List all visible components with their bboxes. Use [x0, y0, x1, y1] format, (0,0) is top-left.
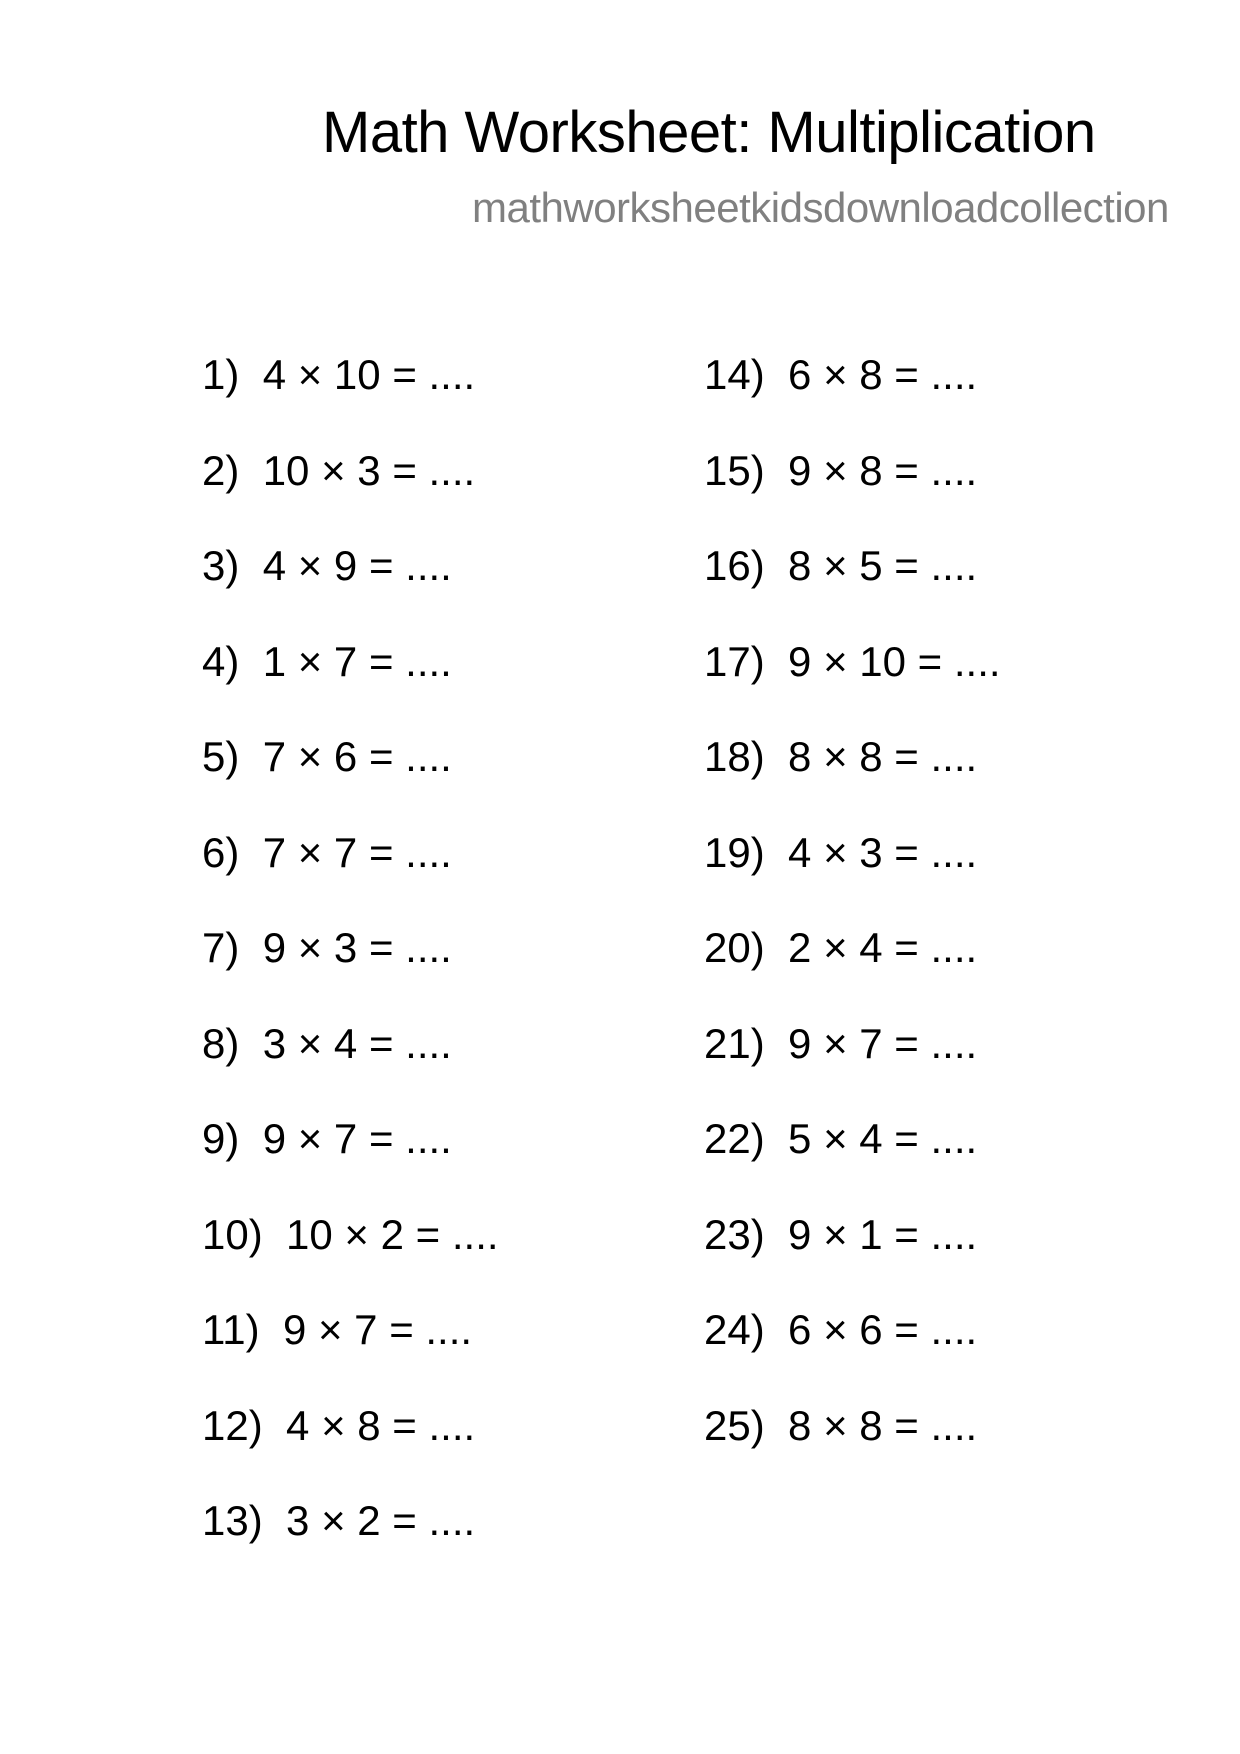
spacer — [765, 1020, 788, 1067]
spacer — [263, 1211, 286, 1258]
problem-expression: 9 × 7 = .... — [282, 1306, 473, 1353]
problem-number: 4) — [202, 637, 240, 685]
problem-number: 12) — [202, 1401, 263, 1449]
spacer — [239, 1115, 262, 1162]
problem-expression: 7 × 7 = .... — [262, 828, 452, 876]
problem-number: 7) — [202, 924, 240, 971]
problem-number: 1) — [202, 351, 240, 398]
problem-number: 8) — [202, 1019, 240, 1067]
site-name: mathworksheetkidsdownloadcollection — [472, 184, 1169, 231]
problem-item — [202, 1401, 499, 1497]
problem-expression: 4 × 9 = .... — [262, 542, 452, 589]
problem-expression: 9 × 1 = .... — [788, 1210, 978, 1258]
problem-item — [704, 732, 1001, 828]
problem-item — [704, 1401, 1001, 1497]
problem-expression: 9 × 7 = .... — [788, 1019, 978, 1067]
spacer — [263, 1402, 286, 1449]
problem-number: 19) — [704, 828, 765, 876]
problem-expression: 10 × 3 = .... — [262, 446, 476, 494]
spacer — [765, 1211, 788, 1258]
problem-expression: 9 × 3 = .... — [262, 924, 452, 971]
spacer — [239, 1020, 262, 1067]
worksheet-title: Math Worksheet: Multiplication — [322, 100, 1096, 165]
problem-expression: 5 × 4 = .... — [788, 1115, 978, 1162]
problem-item — [202, 541, 499, 637]
problem-item — [704, 1114, 1001, 1210]
problem-expression: 7 × 6 = .... — [262, 733, 452, 780]
problem-number: 2) — [202, 446, 240, 494]
problem-item — [202, 350, 499, 446]
problem-expression: 1 × 7 = .... — [262, 637, 452, 685]
problem-number: 14) — [704, 351, 765, 398]
problem-number: 5) — [202, 733, 240, 780]
problem-number: 18) — [704, 733, 765, 780]
problem-expression: 10 × 2 = .... — [286, 1210, 499, 1258]
problem-number: 22) — [704, 1115, 765, 1162]
problem-item — [202, 637, 499, 733]
problem-item — [704, 1305, 1001, 1401]
problem-column-left — [202, 350, 499, 1592]
problem-column-right — [704, 350, 1001, 1496]
problem-number: 6) — [202, 828, 240, 876]
problem-item — [202, 446, 499, 542]
problem-expression: 4 × 8 = .... — [286, 1401, 476, 1449]
spacer — [765, 924, 788, 971]
problem-expression: 2 × 4 = .... — [788, 924, 978, 971]
problem-expression: 9 × 10 = .... — [788, 637, 1001, 685]
problem-expression: 3 × 2 = .... — [286, 1497, 476, 1544]
problem-item — [704, 1019, 1001, 1115]
problem-item — [202, 1114, 499, 1210]
problem-item — [704, 350, 1001, 446]
problem-number: 10) — [202, 1210, 263, 1258]
spacer — [765, 542, 788, 589]
problem-expression: 8 × 8 = .... — [788, 1401, 978, 1449]
spacer — [239, 351, 262, 398]
problem-item — [202, 1305, 499, 1401]
problem-expression: 9 × 7 = .... — [262, 1115, 452, 1162]
spacer — [765, 638, 788, 685]
problem-item — [704, 541, 1001, 637]
problem-number: 21) — [704, 1019, 765, 1067]
problem-item — [202, 1496, 499, 1592]
spacer — [765, 733, 788, 780]
problem-item — [202, 923, 499, 1019]
problem-number: 17) — [704, 637, 765, 685]
problem-item — [704, 1210, 1001, 1306]
problem-item — [704, 828, 1001, 924]
spacer — [239, 447, 262, 494]
spacer — [765, 1115, 788, 1162]
problem-expression: 3 × 4 = .... — [262, 1019, 452, 1067]
problem-expression: 6 × 6 = .... — [788, 1306, 978, 1353]
problem-number: 20) — [704, 924, 765, 971]
problem-number: 13) — [202, 1497, 263, 1544]
spacer — [260, 1306, 283, 1353]
spacer — [765, 351, 788, 398]
problem-item — [202, 1019, 499, 1115]
problem-expression: 9 × 8 = .... — [788, 446, 978, 494]
problem-number: 24) — [704, 1306, 765, 1353]
problem-number: 16) — [704, 542, 765, 589]
problem-item — [202, 1210, 499, 1306]
problem-item — [202, 732, 499, 828]
problem-expression: 6 × 8 = .... — [788, 351, 978, 398]
problem-expression: 4 × 10 = .... — [262, 351, 476, 398]
spacer — [239, 638, 262, 685]
problem-item — [704, 637, 1001, 733]
problem-number: 3) — [202, 542, 240, 589]
spacer — [765, 1402, 788, 1449]
spacer — [765, 1306, 788, 1353]
problem-number: 25) — [704, 1401, 765, 1449]
spacer — [239, 542, 262, 589]
spacer — [239, 829, 262, 876]
spacer — [263, 1497, 286, 1544]
problem-expression: 8 × 5 = .... — [788, 542, 978, 589]
spacer — [765, 829, 788, 876]
spacer — [239, 733, 262, 780]
problem-number: 11) — [202, 1306, 260, 1353]
spacer — [765, 447, 788, 494]
spacer — [239, 924, 262, 971]
problem-expression: 8 × 8 = .... — [788, 733, 978, 780]
problem-item — [704, 923, 1001, 1019]
problem-item — [202, 828, 499, 924]
problem-item — [704, 446, 1001, 542]
problem-number: 9) — [202, 1115, 240, 1162]
problem-number: 23) — [704, 1210, 765, 1258]
problem-number: 15) — [704, 446, 765, 494]
problem-expression: 4 × 3 = .... — [788, 828, 978, 876]
